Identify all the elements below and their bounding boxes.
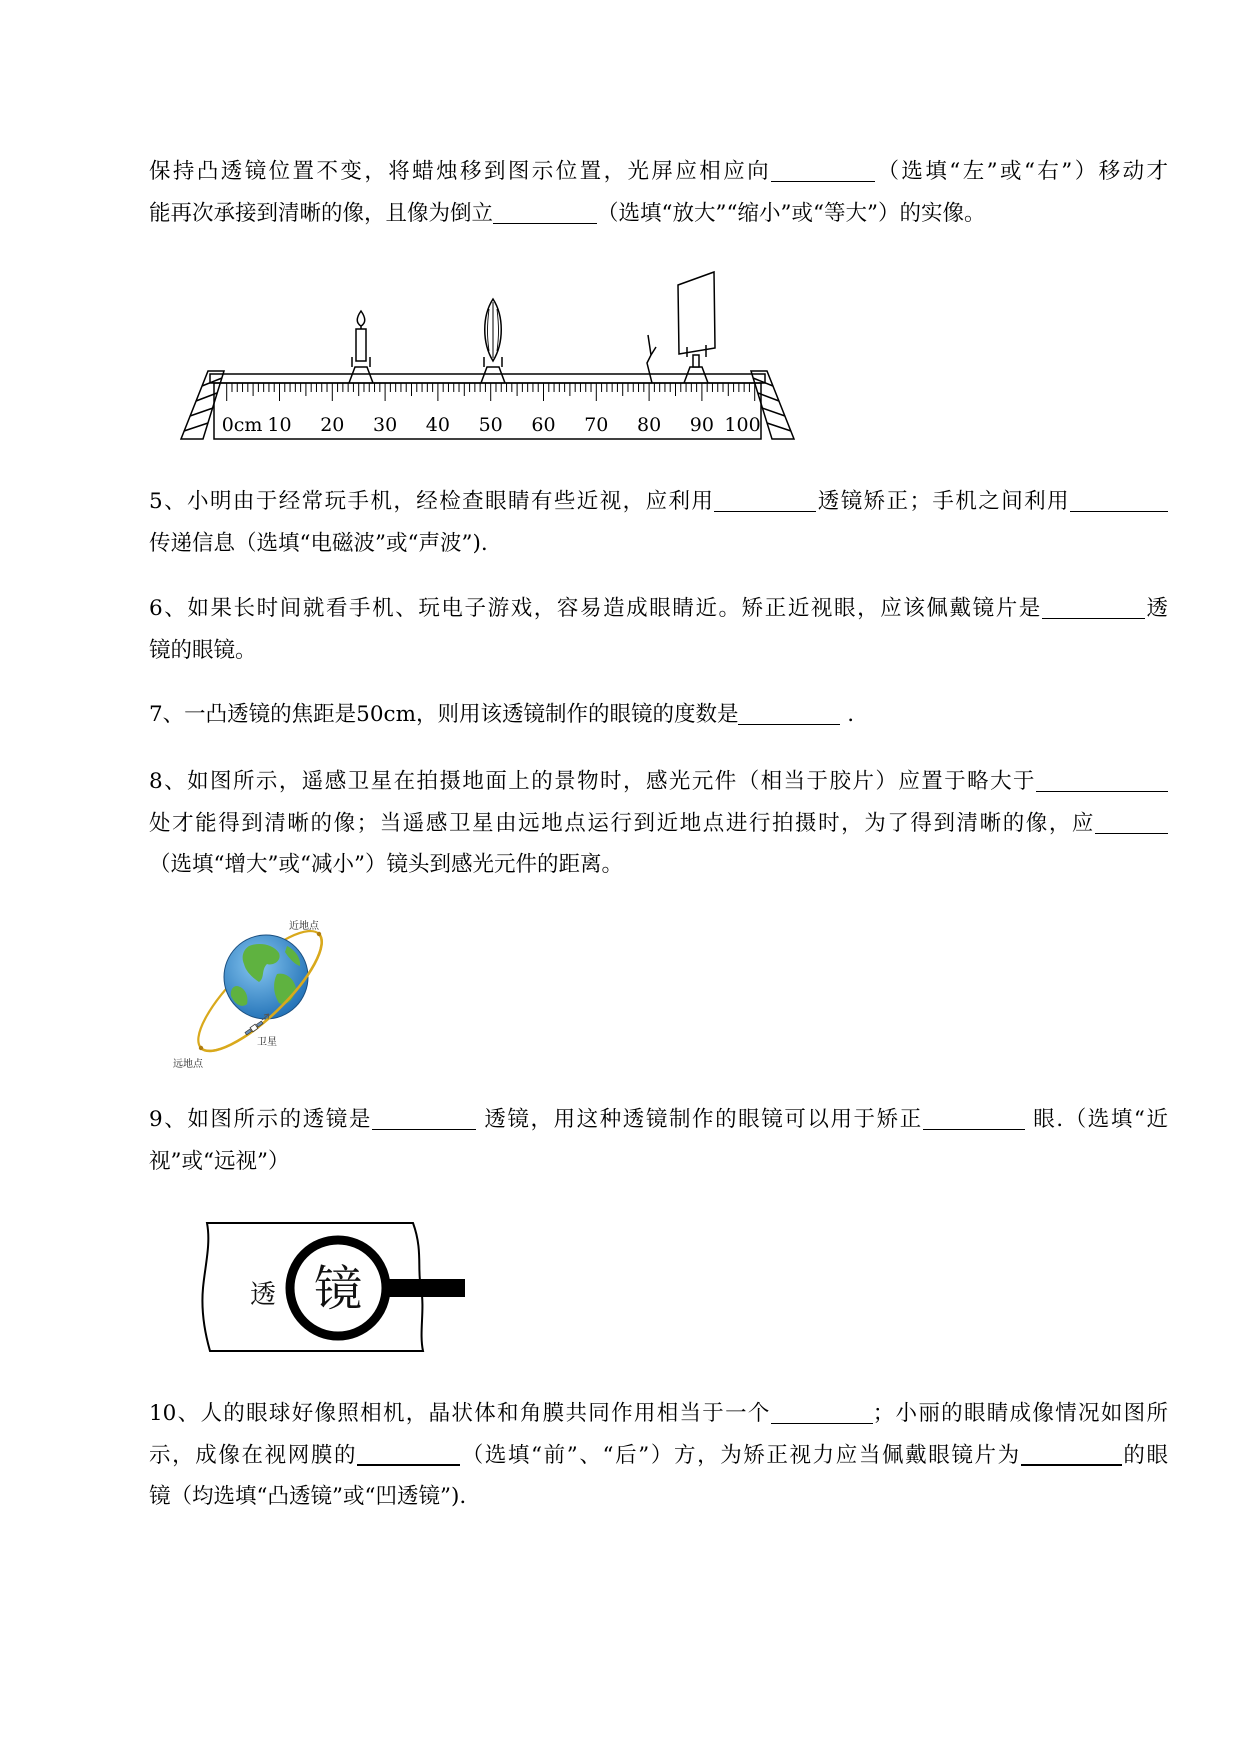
optical-bench-figure [180,271,795,441]
scale-label: 0cm [221,414,263,436]
answer-blank [1095,813,1168,834]
question-8 [149,761,1168,886]
text-line [149,1099,1168,1141]
question-text: 传递信息（选填“电磁波”或“声波”). [149,530,488,556]
ruler-scale-labels [222,414,761,436]
answer-blank [771,1403,873,1424]
question-text: 处才能得到清晰的像；当遥感卫星由远地点运行到近地点进行拍摄时，为了得到清晰的像，应 [149,810,1095,836]
text-line [149,761,1168,803]
question-text: 镜的眼镜。 [149,637,257,663]
text-line [149,1476,1168,1518]
apogee-label: 远地点 [173,1059,203,1070]
answer-blank [493,203,597,224]
answer-blank [1070,491,1168,512]
question-text: 透 [1144,596,1168,621]
scale-label: 100 [724,414,761,436]
question-10 [149,1393,1168,1518]
satellite-orbit-figure [169,916,333,1072]
text-line [149,630,1168,672]
question-text: 保持凸透镜位置不变，将蜡烛移到图示位置，光屏应相应向 [149,159,772,184]
scale-label: 60 [531,414,556,436]
scale-label: 80 [637,414,662,436]
scale-label: 90 [689,414,714,436]
outside-lens-character: 透 [249,1280,277,1310]
text-line [149,523,1168,565]
question-text: 8、如图所示，遥感卫星在拍摄地面上的景物时，感光元件（相当于胶片）应置于略大于 [149,769,1036,794]
text-line [149,694,1168,736]
scale-label: 10 [267,414,292,436]
question-6 [149,588,1168,671]
satellite-icon [244,1020,263,1036]
answer-blank [738,704,840,725]
answer-blank [1021,1444,1122,1466]
question-text: （选填“左”或“右”）移动才 [875,159,1168,184]
magnifier-lens-figure [201,1220,465,1354]
apogee-point [199,1046,203,1050]
question-9 [149,1099,1168,1182]
perigee-point [317,932,321,936]
light-screen [678,272,715,383]
satellite-label: 卫星 [257,1037,277,1048]
magnified-character: 镜 [313,1261,363,1317]
scale-label: 30 [373,414,398,436]
question-text: 透镜，用这种透镜制作的眼镜可以用于矫正 [475,1107,923,1132]
answer-blank [1036,771,1168,792]
left-bench-leg [181,371,224,439]
question-text: 镜（均选填“凸透镜”或“凹透镜”). [149,1484,467,1509]
bench-rail [210,374,765,383]
question-text: 视”或“远视”） [149,1148,290,1174]
text-line [149,193,1168,235]
question-text: 眼.（选填“近 [1024,1107,1168,1132]
question-text: 7、一凸透镜的焦距是50cm，则用该透镜制作的眼镜的度数是 [149,702,739,727]
answer-blank [372,1109,476,1130]
question-text: （选填“增大”或“减小”）镜头到感光元件的距离。 [149,852,623,877]
question-text: 6、如果长时间就看手机、玩电子游戏，容易造成眼睛近。矫正近视眼，应该佩戴镜片是 [149,596,1042,621]
text-line [149,481,1168,523]
answer-blank [923,1109,1025,1130]
convex-lens [481,299,505,383]
ruler-ticks [227,383,755,401]
perigee-label: 近地点 [289,921,319,932]
text-line [149,1435,1168,1477]
question-7 [149,694,1168,736]
answer-blank [357,1444,460,1466]
question-text: （选填“前”、“后”）方，为矫正视力应当佩戴眼镜片为 [460,1442,1021,1468]
answer-blank [771,161,875,182]
question-text: 10、人的眼球好像照相机，晶状体和角膜共同作用相当于一个 [149,1401,771,1426]
text-line [149,844,1168,886]
question-5 [149,481,1168,564]
scale-label: 50 [478,414,503,436]
answer-blank [1042,598,1145,619]
question-text: . [840,702,855,727]
answer-blank [714,491,816,512]
text-line [149,1393,1168,1435]
question-text: 9、如图所示的透镜是 [149,1107,372,1132]
question-text: 透镜矫正；手机之间利用 [816,489,1070,514]
magnifier-handle [385,1279,465,1297]
candle [349,311,373,383]
question-text: 示，成像在视网膜的 [149,1442,358,1468]
bench-mark [647,335,656,383]
text-line [149,803,1168,845]
question-4-continued [149,151,1168,234]
question-text: ；小丽的眼睛成像情况如图所 [872,1401,1168,1426]
scale-label: 20 [320,414,345,436]
question-text: 5、小明由于经常玩手机，经检查眼睛有些近视，应利用 [149,489,715,514]
question-text: 能再次承接到清晰的像，且像为倒立 [149,200,494,226]
scale-label: 40 [425,414,450,436]
text-line [149,588,1168,630]
scale-label: 70 [584,414,609,436]
text-line [149,151,1168,193]
earth-globe [224,935,308,1019]
question-text: （选填“放大”“缩小”或“等大”）的实像。 [597,200,986,226]
text-line [149,1141,1168,1183]
question-text: 的眼 [1121,1442,1168,1468]
